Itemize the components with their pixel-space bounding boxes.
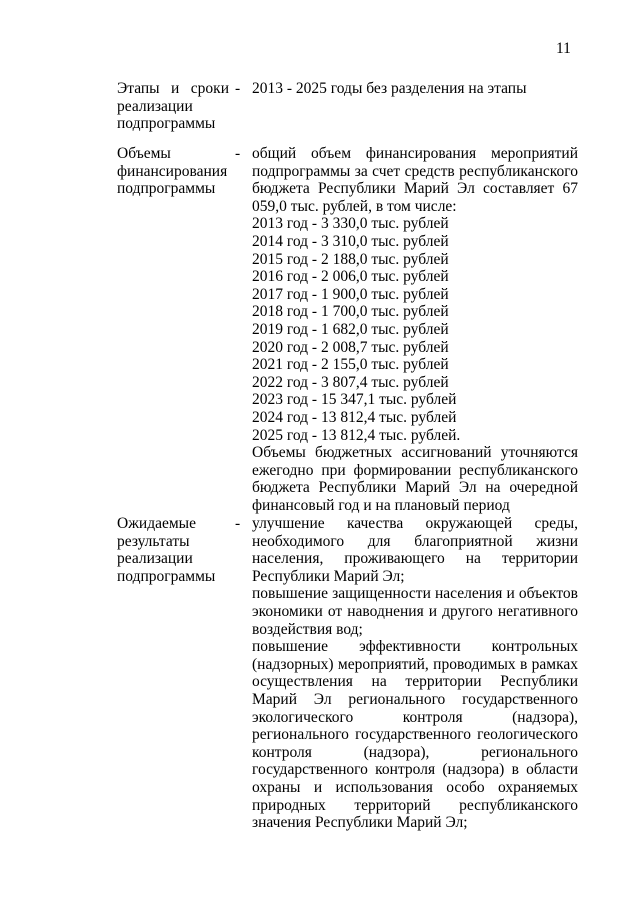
results-item-environment: улучшение качества окружающей среды, необходимого для благоприятной жизни населения, проживающего на территории Республики Марий Эл; [252,515,578,585]
funding-year-2021: 2021 год - 2 155,0 тыс. рублей [252,356,449,374]
funding-year-2025: 2025 год - 13 812,4 тыс. рублей. [252,426,461,444]
stages-dash: - [235,80,241,97]
results-dash: - [235,515,241,532]
funding-year-2019: 2019 год - 1 682,0 тыс. рублей [252,320,449,338]
funding-year-2022: 2022 год - 3 807,4 тыс. рублей [252,373,449,391]
stages-label-rest: реализации подпрограммы [117,97,216,133]
results-content [252,515,578,832]
funding-dash: - [235,145,241,162]
funding-year-2014: 2014 год - 3 310,0 тыс. рублей [252,232,449,250]
results-item-control-efficiency: повышение эффективности контрольных (надзорных) мероприятий, проводимых в рамках осуществления на территории Республики Марий Эл регионального государственного экологического контроля (надзора), регионального государственного геологического контроля (надзора), регионального государственного контроля (надзора) в области охраны и использования особо охраняемых природных территорий республиканского значения Республики Марий Эл; [252,638,578,832]
funding-year-2024: 2024 год - 13 812,4 тыс. рублей [252,408,457,426]
funding-year-2020: 2020 год - 2 008,7 тыс. рублей [252,338,449,356]
results-label: Ожидаемые результаты реализации подпрограммы [117,515,216,585]
funding-note: Объемы бюджетных ассигнований уточняются ежегодно при формировании республиканского бюджета Республики Марий Эл на очередной финансовый год и на плановый период [252,444,578,514]
funding-intro: общий объем финансирования мероприятий подпрограммы за счет средств республиканского бюджета Республики Марий Эл составляет 67 059,0 тыс. рублей, в том числе: [252,145,578,215]
stages-text: 2013 - 2025 годы без разделения на этапы [252,80,527,97]
funding-year-2023: 2023 год - 15 347,1 тыс. рублей [252,391,457,409]
stages-label [117,80,229,133]
funding-years-list [252,215,578,444]
funding-content [252,145,578,514]
funding-year-2015: 2015 год - 2 188,0 тыс. рублей [252,250,449,268]
funding-year-2018: 2018 год - 1 700,0 тыс. рублей [252,303,449,321]
results-item-flood-protection: повышение защищенности населения и объектов экономики от наводнения и другого негативного воздействия вод; [252,585,578,638]
funding-year-2017: 2017 год - 1 900,0 тыс. рублей [252,285,449,303]
funding-year-2016: 2016 год - 2 006,0 тыс. рублей [252,268,449,286]
funding-year-2013: 2013 год - 3 330,0 тыс. рублей [252,215,449,233]
page-number: 11 [556,40,571,57]
funding-label: Объемы финансирования подпрограммы [117,145,228,198]
stages-label-line1: Этапы и сроки [117,80,229,97]
